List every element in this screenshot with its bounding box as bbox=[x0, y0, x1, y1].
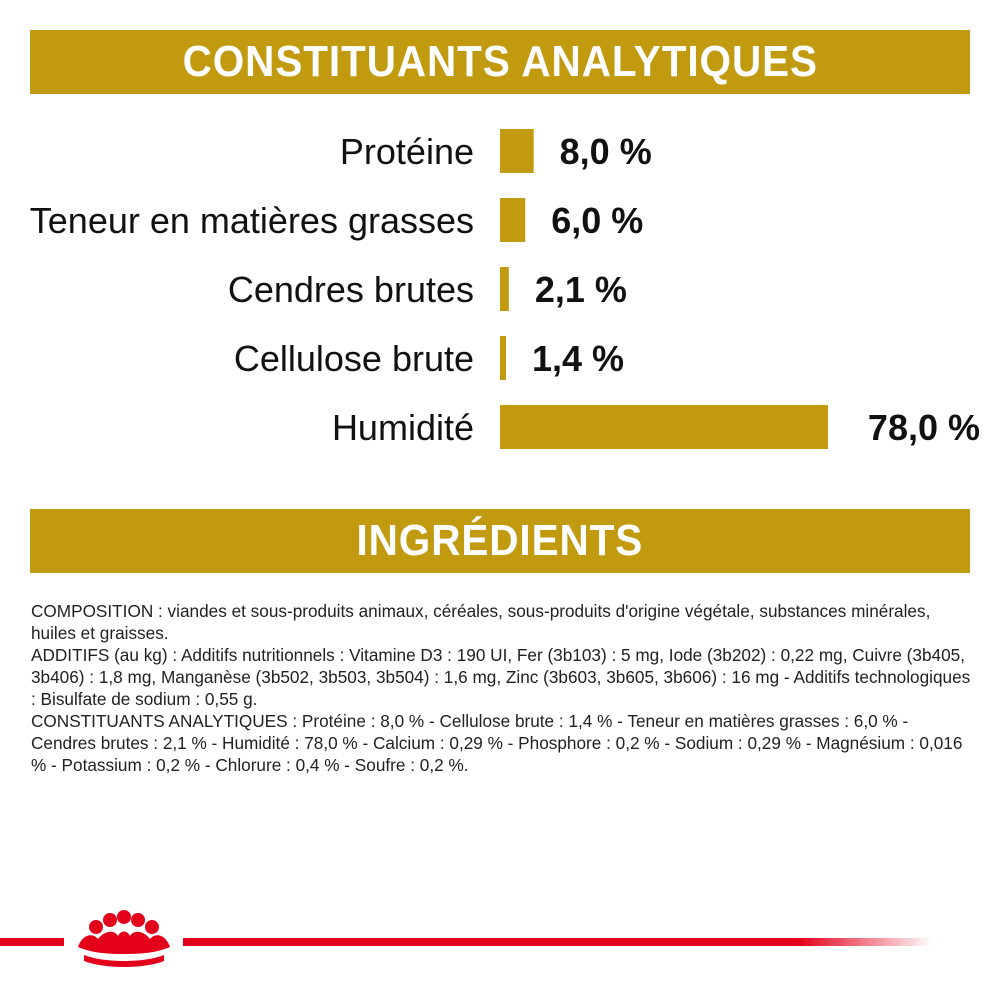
category-label: Humidité bbox=[331, 407, 474, 448]
bar bbox=[500, 198, 525, 242]
value-label: 1,4 % bbox=[532, 338, 625, 379]
category-label: Cendres brutes bbox=[227, 269, 474, 310]
analytics-header bbox=[30, 30, 970, 94]
footer-band bbox=[0, 905, 1000, 985]
composition-paragraph: COMPOSITION : viandes et sous-produits animaux, céréales, sous-produits d'origine végétale, substances minérales, huiles et graisses. bbox=[31, 601, 931, 643]
value-label: 78,0 % bbox=[867, 407, 980, 448]
category-label: Cellulose brute bbox=[233, 338, 474, 379]
category-label: Teneur en matières grasses bbox=[29, 200, 474, 241]
composition-text bbox=[31, 600, 971, 776]
bar bbox=[500, 405, 828, 449]
value-label: 6,0 % bbox=[551, 200, 644, 241]
value-label: 8,0 % bbox=[559, 131, 652, 172]
ingredients-title: INGRÉDIENTS bbox=[356, 516, 644, 565]
additives-paragraph: ADDITIFS (au kg) : Additifs nutritionnels : Vitamine D3 : 190 UI, Fer (3b103) : 5 mg, Iode (3b202) : 0,22 mg, Cuivre (3b405, 3b406) : 1,8 mg, Manganèse (3b502, 3b503, 3b504) : 1,6 mg, Zinc (3b603, 3b605, 3b606) : 16 mg - Additifs technologiques : Bisulfate de sodium : 0,55 g. bbox=[31, 645, 971, 709]
value-label: 2,1 % bbox=[534, 269, 627, 310]
analytics-title: CONSTITUANTS ANALYTIQUES bbox=[182, 37, 818, 86]
footer-right-rule bbox=[183, 938, 933, 946]
bar bbox=[500, 336, 506, 380]
category-label: Protéine bbox=[339, 131, 474, 172]
analytics-chart bbox=[0, 120, 1000, 460]
bar bbox=[500, 267, 509, 311]
ingredients-header bbox=[30, 509, 970, 573]
footer-left-rule bbox=[0, 938, 64, 946]
analytical-constituents-paragraph: CONSTITUANTS ANALYTIQUES : Protéine : 8,0 % - Cellulose brute : 1,4 % - Teneur en matières grasses : 6,0 % - Cendres brutes : 2,1 % - Humidité : 78,0 % - Calcium : 0,29 % - Phosphore : 0,2 % - Sodium : 0,29 % - Magnésium : 0,016 % - Potassium : 0,2 % - Chlorure : 0,4 % - Soufre : 0,2 %. bbox=[31, 711, 963, 775]
crown-icon bbox=[78, 910, 170, 967]
bar bbox=[500, 129, 534, 173]
